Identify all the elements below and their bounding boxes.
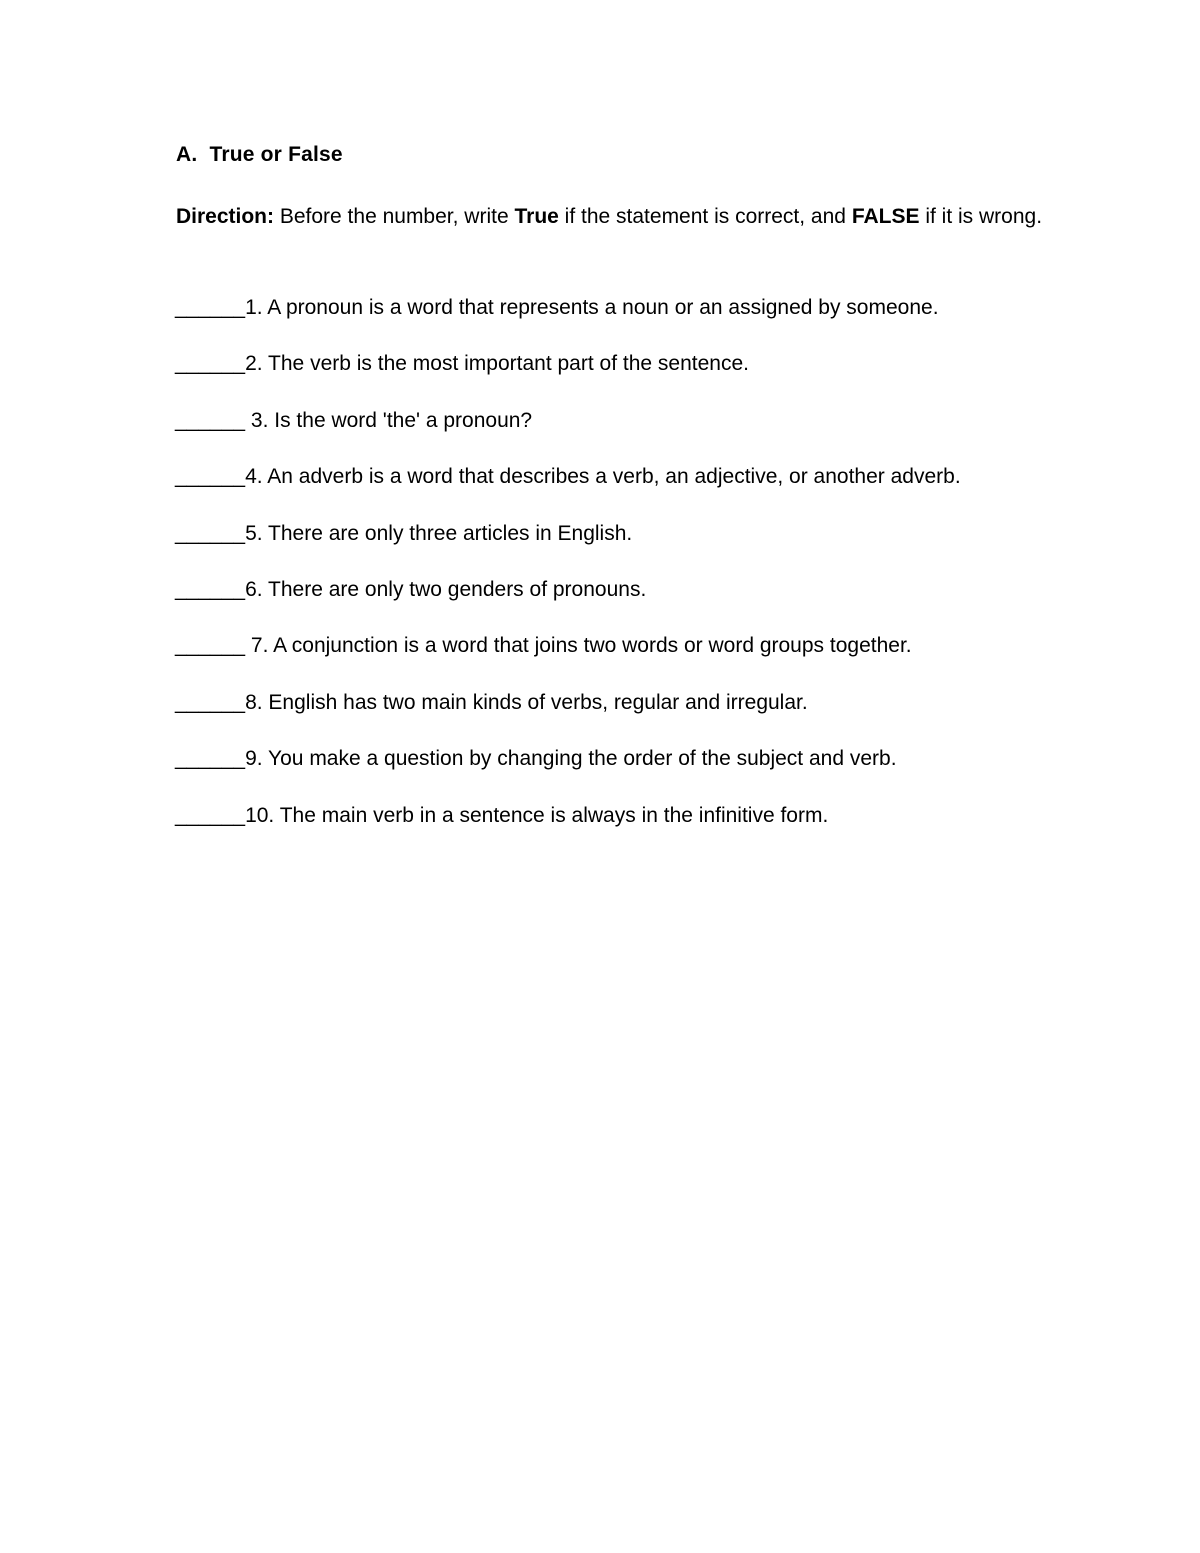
direction-paragraph <box>176 197 1076 237</box>
question-item-3 <box>175 406 1135 462</box>
question-text: 5. There are only three articles in English. <box>245 521 633 545</box>
answer-blank[interactable]: ______ <box>175 521 246 545</box>
question-text: 6. There are only two genders of pronouns. <box>245 577 647 601</box>
direction-keyword-true: True <box>514 205 559 228</box>
answer-blank[interactable]: ______ <box>175 408 246 432</box>
answer-blank[interactable]: ______ <box>175 634 246 658</box>
answer-blank[interactable]: ______ <box>175 690 246 714</box>
question-item-9 <box>175 744 1135 800</box>
question-text: 3. Is the word 'the' a pronoun? <box>245 408 533 432</box>
answer-blank[interactable]: ______ <box>175 296 246 319</box>
question-item-4 <box>175 462 1135 518</box>
question-text: 4. An adverb is a word that describes a verb, an adjective, or another adverb. <box>245 465 961 489</box>
question-item-1 <box>175 293 1135 349</box>
question-list <box>175 293 1135 857</box>
direction-text-2: if the statement is correct, and <box>558 205 852 228</box>
question-item-5 <box>175 519 1135 575</box>
direction-text-3: if it is wrong. <box>919 205 1043 228</box>
answer-blank[interactable]: ______ <box>175 465 246 489</box>
question-item-2 <box>175 349 1135 405</box>
answer-blank[interactable]: ______ <box>175 803 246 827</box>
question-text: 1. A pronoun is a word that represents a noun or an assigned by someone. <box>245 296 939 319</box>
direction-text-1: Before the number, write <box>274 205 515 228</box>
question-item-6 <box>175 575 1135 631</box>
question-text: 7. A conjunction is a word that joins two words or word groups together. <box>245 634 912 658</box>
answer-blank[interactable]: ______ <box>175 577 246 601</box>
answer-blank[interactable]: ______ <box>175 352 246 376</box>
section-heading: A. True or False <box>176 143 343 166</box>
answer-blank[interactable]: ______ <box>175 747 246 771</box>
question-text: 9. You make a question by changing the order of the subject and verb. <box>245 747 897 771</box>
question-item-10 <box>175 801 1135 857</box>
direction-label: Direction: <box>176 205 275 228</box>
direction-keyword-false: FALSE <box>851 205 920 228</box>
question-text: 2. The verb is the most important part of the sentence. <box>245 352 749 376</box>
question-item-8 <box>175 688 1135 744</box>
question-text: 10. The main verb in a sentence is always in the infinitive form. <box>245 803 829 827</box>
question-text: 8. English has two main kinds of verbs, regular and irregular. <box>245 690 808 714</box>
question-item-7 <box>175 631 1135 687</box>
